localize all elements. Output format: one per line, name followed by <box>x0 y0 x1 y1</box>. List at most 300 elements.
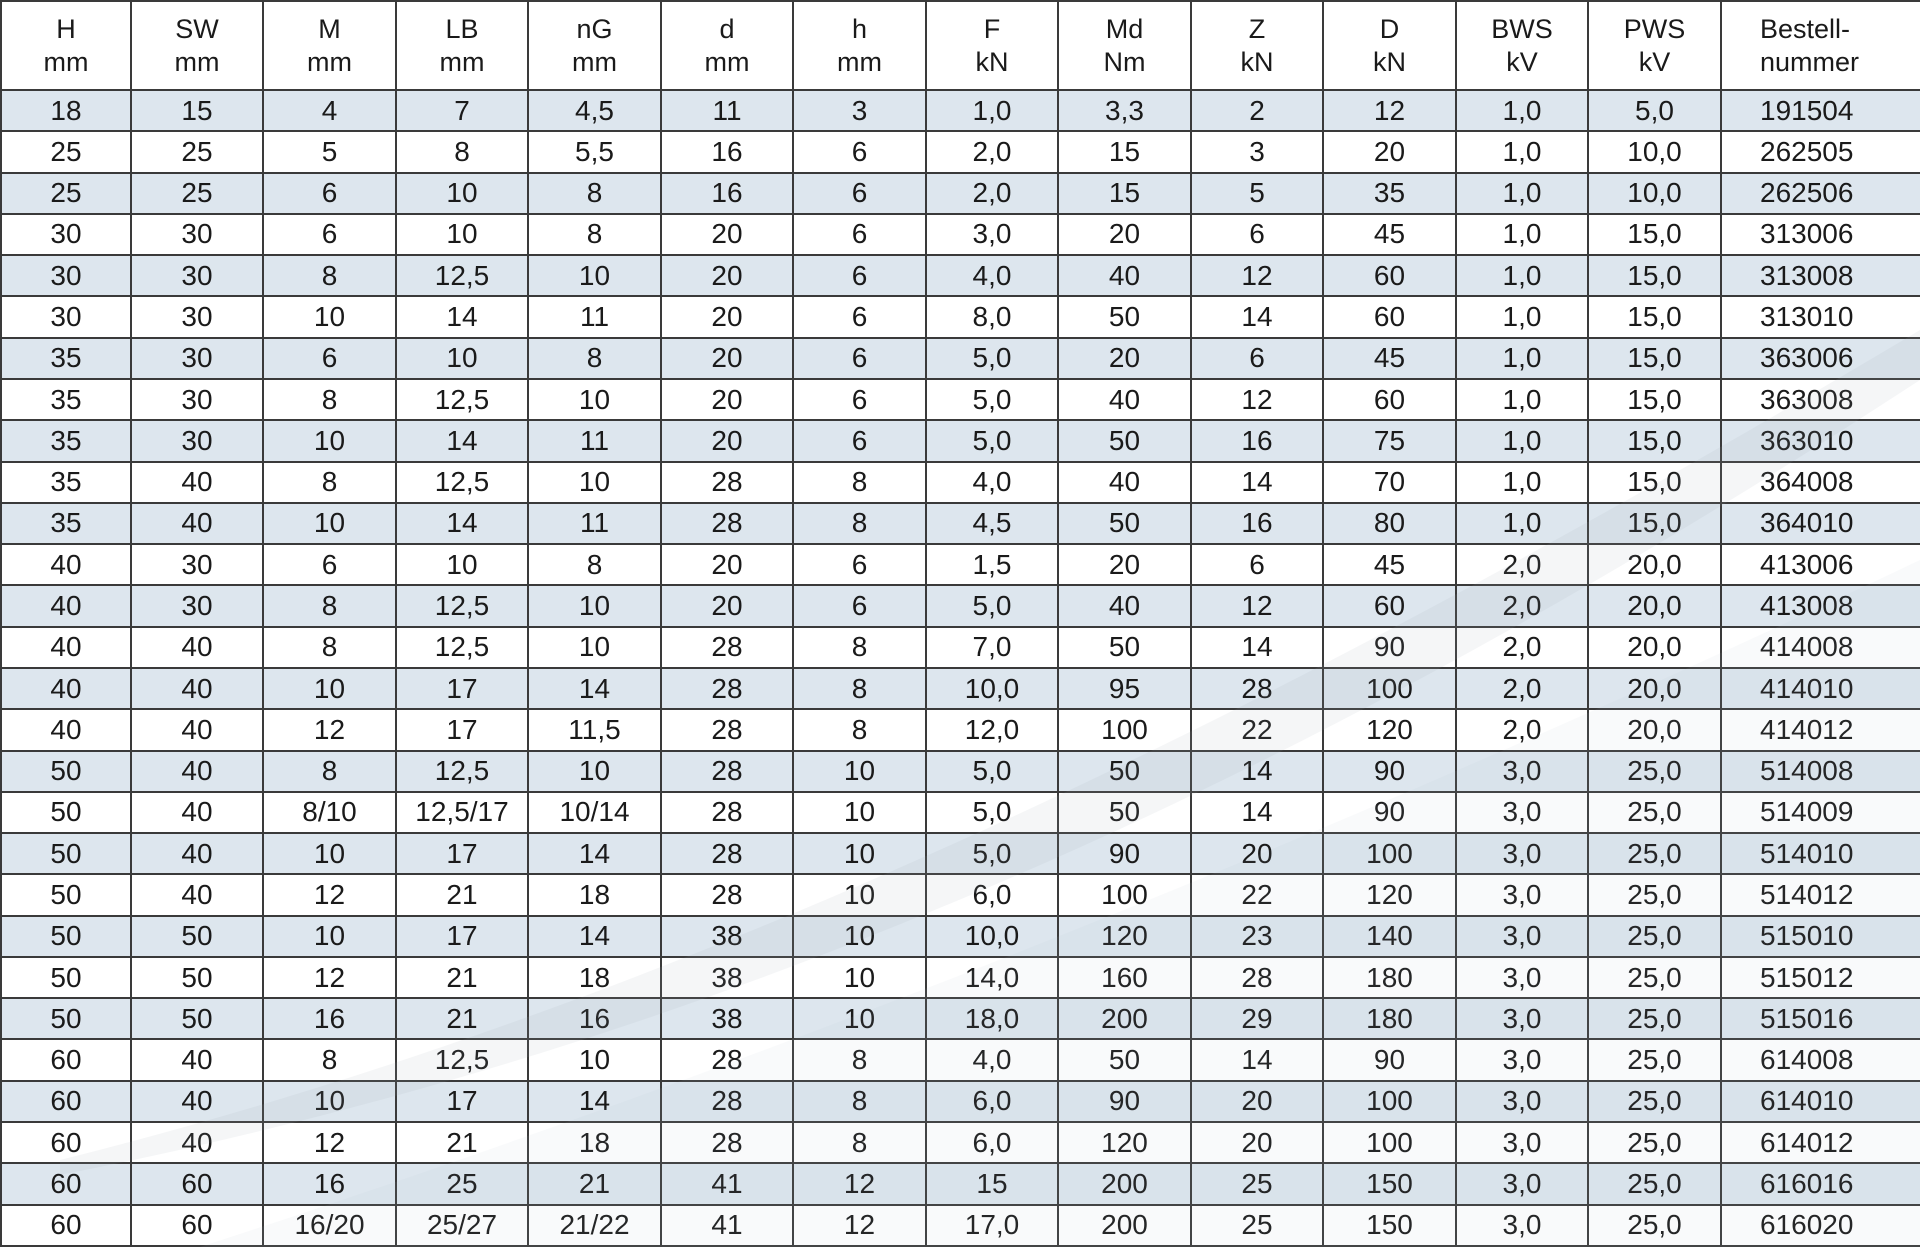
table-row <box>1 338 1920 379</box>
table-row <box>1 1081 1920 1122</box>
table-cell: 5,0 <box>926 379 1058 420</box>
column-header <box>528 1 661 90</box>
table-cell: 20 <box>1058 338 1191 379</box>
table-cell: 40 <box>1058 585 1191 626</box>
column-header <box>1 1 131 90</box>
table-cell: 40 <box>131 709 263 750</box>
table-cell: 25,0 <box>1588 916 1721 957</box>
column-header <box>793 1 926 90</box>
table-cell: 1,0 <box>926 90 1058 131</box>
table-cell: 8 <box>263 627 396 668</box>
table-cell: 28 <box>661 751 793 792</box>
table-cell: 40 <box>131 462 263 503</box>
table-cell: 12,5 <box>396 379 528 420</box>
table-cell: 45 <box>1323 544 1456 585</box>
table-cell: 7,0 <box>926 627 1058 668</box>
table-row <box>1 1163 1920 1204</box>
table-cell: 5,0 <box>926 792 1058 833</box>
table-cell: 12,5 <box>396 751 528 792</box>
table-row <box>1 709 1920 750</box>
column-header-unit: mm <box>439 46 485 77</box>
table-cell: 100 <box>1058 709 1191 750</box>
column-header-unit: mm <box>572 46 617 77</box>
table-cell: 35 <box>1 420 131 461</box>
table-cell: 6 <box>1191 544 1323 585</box>
table-row <box>1 296 1920 337</box>
table-cell: 6 <box>793 379 926 420</box>
table-cell: 12 <box>793 1205 926 1246</box>
table-row <box>1 131 1920 172</box>
table-cell: 40 <box>131 792 263 833</box>
table-cell: 10 <box>793 998 926 1039</box>
table-cell: 50 <box>1 957 131 998</box>
table-cell: 150 <box>1323 1205 1456 1246</box>
table-cell: 8 <box>528 338 661 379</box>
table-cell: 3,0 <box>1456 833 1588 874</box>
table-row <box>1 1205 1920 1246</box>
table-cell: 35 <box>1 503 131 544</box>
table-cell: 90 <box>1323 627 1456 668</box>
table-cell: 12,5/17 <box>396 792 528 833</box>
column-header <box>926 1 1058 90</box>
table-row <box>1 792 1920 833</box>
table-row <box>1 173 1920 214</box>
table-cell: 313006 <box>1721 214 1920 255</box>
table-cell: 10 <box>528 255 661 296</box>
table-cell: 20 <box>661 544 793 585</box>
table-cell: 16 <box>1191 420 1323 461</box>
table-cell: 40 <box>131 668 263 709</box>
table-header <box>1 1 1920 90</box>
table-cell: 6 <box>1191 214 1323 255</box>
table-cell: 15,0 <box>1588 379 1721 420</box>
table-cell: 12 <box>1191 255 1323 296</box>
table-cell: 5,0 <box>926 585 1058 626</box>
table-cell: 50 <box>131 916 263 957</box>
table-cell: 8 <box>793 668 926 709</box>
table-cell: 1,0 <box>1456 420 1588 461</box>
table-cell: 17 <box>396 709 528 750</box>
column-header-name: Z <box>1248 13 1266 44</box>
table-cell: 1,5 <box>926 544 1058 585</box>
table-cell: 29 <box>1191 998 1323 1039</box>
table-cell: 90 <box>1323 1039 1456 1080</box>
table-cell: 12,5 <box>396 585 528 626</box>
table-cell: 70 <box>1323 462 1456 503</box>
table-cell: 15 <box>1058 131 1191 172</box>
table-cell: 21 <box>396 1122 528 1163</box>
table-cell: 35 <box>1 462 131 503</box>
table-cell: 25 <box>1191 1205 1323 1246</box>
table-cell: 20,0 <box>1588 668 1721 709</box>
table-cell: 3,0 <box>1456 751 1588 792</box>
table-cell: 3,0 <box>1456 1163 1588 1204</box>
table-cell: 16 <box>263 998 396 1039</box>
table-cell: 25 <box>131 173 263 214</box>
table-row <box>1 379 1920 420</box>
table-cell: 10 <box>528 627 661 668</box>
table-cell: 38 <box>661 916 793 957</box>
table-cell: 10 <box>793 833 926 874</box>
table-cell: 2,0 <box>1456 709 1588 750</box>
table-cell: 15,0 <box>1588 214 1721 255</box>
table-row <box>1 90 1920 131</box>
column-header-unit: mm <box>43 46 89 77</box>
table-cell: 5,0 <box>926 751 1058 792</box>
table-cell: 413006 <box>1721 544 1920 585</box>
table-cell: 6 <box>1191 338 1323 379</box>
table-cell: 50 <box>1058 792 1191 833</box>
table-cell: 363008 <box>1721 379 1920 420</box>
table-row <box>1 1122 1920 1163</box>
table-cell: 25,0 <box>1588 998 1721 1039</box>
table-cell: 40 <box>131 751 263 792</box>
table-cell: 10,0 <box>1588 131 1721 172</box>
table-cell: 28 <box>661 1081 793 1122</box>
table-cell: 3,0 <box>1456 1081 1588 1122</box>
table-cell: 515012 <box>1721 957 1920 998</box>
table-cell: 8 <box>528 544 661 585</box>
table-cell: 15 <box>131 90 263 131</box>
table-cell: 8 <box>263 1039 396 1080</box>
column-header-name: Bestell- <box>1760 13 1851 44</box>
table-cell: 60 <box>1 1122 131 1163</box>
table-cell: 14 <box>396 503 528 544</box>
table-cell: 14 <box>396 296 528 337</box>
table-cell: 514010 <box>1721 833 1920 874</box>
table-cell: 20 <box>661 255 793 296</box>
table-cell: 60 <box>1323 585 1456 626</box>
column-header <box>263 1 396 90</box>
table-cell: 25,0 <box>1588 1039 1721 1080</box>
table-cell: 6 <box>793 173 926 214</box>
table-cell: 30 <box>131 585 263 626</box>
table-cell: 4,5 <box>528 90 661 131</box>
table-cell: 60 <box>1 1081 131 1122</box>
table-cell: 30 <box>131 214 263 255</box>
table-cell: 6 <box>793 296 926 337</box>
table-cell: 60 <box>1 1205 131 1246</box>
table-cell: 100 <box>1323 668 1456 709</box>
table-cell: 1,0 <box>1456 90 1588 131</box>
table-cell: 5,5 <box>528 131 661 172</box>
table-cell: 15,0 <box>1588 296 1721 337</box>
table-cell: 514009 <box>1721 792 1920 833</box>
table-cell: 4,0 <box>926 462 1058 503</box>
table-cell: 1,0 <box>1456 173 1588 214</box>
table-cell: 40 <box>131 1081 263 1122</box>
column-header <box>1721 1 1920 90</box>
table-cell: 20 <box>1058 214 1191 255</box>
table-cell: 20 <box>661 338 793 379</box>
table-cell: 120 <box>1058 916 1191 957</box>
table-cell: 14 <box>396 420 528 461</box>
table-cell: 35 <box>1 379 131 420</box>
column-header-unit: mm <box>704 46 750 77</box>
table-cell: 200 <box>1058 1163 1191 1204</box>
table-cell: 40 <box>1 544 131 585</box>
column-header <box>1058 1 1191 90</box>
table-cell: 20 <box>661 420 793 461</box>
table-cell: 15,0 <box>1588 462 1721 503</box>
table-cell: 20,0 <box>1588 544 1721 585</box>
table-cell: 10 <box>793 957 926 998</box>
table-row <box>1 751 1920 792</box>
table-cell: 90 <box>1058 1081 1191 1122</box>
table-cell: 514012 <box>1721 874 1920 915</box>
table-cell: 40 <box>1058 255 1191 296</box>
column-header-name: F <box>983 13 1001 44</box>
table-row <box>1 957 1920 998</box>
table-cell: 21 <box>396 998 528 1039</box>
table-cell: 38 <box>661 957 793 998</box>
table-cell: 40 <box>131 1122 263 1163</box>
table-cell: 75 <box>1323 420 1456 461</box>
table-cell: 2,0 <box>1456 585 1588 626</box>
table-cell: 50 <box>1058 751 1191 792</box>
table-cell: 6,0 <box>926 1122 1058 1163</box>
table-cell: 17 <box>396 668 528 709</box>
table-cell: 8 <box>263 751 396 792</box>
table-cell: 8,0 <box>926 296 1058 337</box>
column-header-unit: nummer <box>1760 46 1860 77</box>
table-cell: 50 <box>1 874 131 915</box>
table-cell: 614008 <box>1721 1039 1920 1080</box>
table-cell: 1,0 <box>1456 503 1588 544</box>
table-cell: 8 <box>528 173 661 214</box>
table-cell: 12,5 <box>396 255 528 296</box>
table-cell: 10 <box>396 214 528 255</box>
column-header <box>661 1 793 90</box>
table-cell: 16 <box>1191 503 1323 544</box>
table-cell: 16 <box>528 998 661 1039</box>
table-cell: 20 <box>1323 131 1456 172</box>
table-cell: 12 <box>1191 379 1323 420</box>
table-cell: 14 <box>1191 751 1323 792</box>
table-cell: 28 <box>661 792 793 833</box>
table-cell: 12 <box>263 957 396 998</box>
table-cell: 40 <box>1058 462 1191 503</box>
table-cell: 12 <box>1191 585 1323 626</box>
table-cell: 120 <box>1058 1122 1191 1163</box>
table-cell: 4 <box>263 90 396 131</box>
table-cell: 41 <box>661 1205 793 1246</box>
table-cell: 160 <box>1058 957 1191 998</box>
table-cell: 28 <box>661 503 793 544</box>
table-cell: 41 <box>661 1163 793 1204</box>
table-cell: 30 <box>131 379 263 420</box>
table-cell: 50 <box>1058 296 1191 337</box>
table-cell: 12 <box>263 709 396 750</box>
table-cell: 25 <box>1 173 131 214</box>
table-cell: 28 <box>661 833 793 874</box>
table-cell: 10 <box>396 173 528 214</box>
table-cell: 14 <box>528 1081 661 1122</box>
table-cell: 28 <box>661 1122 793 1163</box>
table-cell: 7 <box>396 90 528 131</box>
table-cell: 10 <box>793 916 926 957</box>
table-cell: 17 <box>396 833 528 874</box>
table-cell: 40 <box>131 1039 263 1080</box>
column-header <box>131 1 263 90</box>
table-cell: 12,5 <box>396 462 528 503</box>
table-cell: 10/14 <box>528 792 661 833</box>
table-cell: 40 <box>1 668 131 709</box>
table-cell: 4,0 <box>926 255 1058 296</box>
table-cell: 363006 <box>1721 338 1920 379</box>
table-cell: 5 <box>1191 173 1323 214</box>
table-cell: 8 <box>263 462 396 503</box>
table-cell: 22 <box>1191 709 1323 750</box>
table-cell: 15,0 <box>1588 503 1721 544</box>
table-cell: 20 <box>1058 544 1191 585</box>
table-cell: 3 <box>1191 131 1323 172</box>
table-cell: 8 <box>793 709 926 750</box>
table-cell: 614012 <box>1721 1122 1920 1163</box>
table-cell: 2,0 <box>1456 627 1588 668</box>
table-cell: 5,0 <box>926 338 1058 379</box>
table-cell: 515016 <box>1721 998 1920 1039</box>
table-cell: 40 <box>131 874 263 915</box>
column-header-name: PWS <box>1623 13 1686 44</box>
table-cell: 95 <box>1058 668 1191 709</box>
table-cell: 414008 <box>1721 627 1920 668</box>
table-cell: 3,0 <box>1456 998 1588 1039</box>
table-cell: 3,0 <box>1456 916 1588 957</box>
table-cell: 60 <box>1323 296 1456 337</box>
table-cell: 6 <box>263 544 396 585</box>
table-cell: 28 <box>661 709 793 750</box>
table-cell: 10 <box>528 462 661 503</box>
table-cell: 28 <box>661 874 793 915</box>
table-cell: 16 <box>263 1163 396 1204</box>
table-cell: 11 <box>528 503 661 544</box>
table-cell: 20 <box>1191 1122 1323 1163</box>
header-row <box>1 1 1920 90</box>
table-cell: 90 <box>1323 751 1456 792</box>
table-cell: 515010 <box>1721 916 1920 957</box>
table-cell: 14 <box>1191 792 1323 833</box>
table-cell: 14 <box>1191 462 1323 503</box>
table-cell: 1,0 <box>1456 255 1588 296</box>
table-cell: 20 <box>661 214 793 255</box>
table-cell: 5,0 <box>926 420 1058 461</box>
table-cell: 25,0 <box>1588 1163 1721 1204</box>
table-cell: 10 <box>528 379 661 420</box>
table-row <box>1 214 1920 255</box>
table-row <box>1 833 1920 874</box>
table-cell: 12 <box>263 1122 396 1163</box>
table-cell: 25,0 <box>1588 1122 1721 1163</box>
table-cell: 21 <box>528 1163 661 1204</box>
table-cell: 150 <box>1323 1163 1456 1204</box>
table-cell: 414010 <box>1721 668 1920 709</box>
table-cell: 15,0 <box>1588 420 1721 461</box>
table-cell: 30 <box>131 544 263 585</box>
table-cell: 414012 <box>1721 709 1920 750</box>
table-row <box>1 503 1920 544</box>
table-cell: 11 <box>528 296 661 337</box>
column-header-unit: kN <box>975 46 1009 77</box>
table-cell: 191504 <box>1721 90 1920 131</box>
table-cell: 8 <box>263 255 396 296</box>
table-cell: 5,0 <box>926 833 1058 874</box>
table-cell: 50 <box>1 751 131 792</box>
table-cell: 200 <box>1058 998 1191 1039</box>
table-row <box>1 544 1920 585</box>
table-cell: 28 <box>661 668 793 709</box>
table-cell: 10 <box>793 751 926 792</box>
table-cell: 30 <box>1 214 131 255</box>
table-cell: 10 <box>528 1039 661 1080</box>
table-cell: 14 <box>528 668 661 709</box>
table-cell: 60 <box>1 1163 131 1204</box>
table-cell: 30 <box>1 296 131 337</box>
table-cell: 120 <box>1323 709 1456 750</box>
table-cell: 3,3 <box>1058 90 1191 131</box>
table-cell: 20 <box>661 296 793 337</box>
table-cell: 1,0 <box>1456 131 1588 172</box>
table-cell: 28 <box>661 462 793 503</box>
table-cell: 10 <box>263 1081 396 1122</box>
table-cell: 8 <box>793 503 926 544</box>
table-body <box>1 90 1920 1246</box>
table-row <box>1 916 1920 957</box>
table-cell: 12,5 <box>396 627 528 668</box>
table-cell: 40 <box>1 709 131 750</box>
table-cell: 6 <box>793 585 926 626</box>
table-cell: 17 <box>396 916 528 957</box>
table-cell: 60 <box>131 1205 263 1246</box>
table-cell: 120 <box>1323 874 1456 915</box>
column-header-unit: mm <box>837 46 882 77</box>
column-header <box>1191 1 1323 90</box>
table-cell: 25 <box>396 1163 528 1204</box>
table-cell: 262505 <box>1721 131 1920 172</box>
table-cell: 12,5 <box>396 1039 528 1080</box>
table-cell: 50 <box>1058 420 1191 461</box>
table-cell: 364008 <box>1721 462 1920 503</box>
table-cell: 6 <box>263 173 396 214</box>
table-cell: 8 <box>263 379 396 420</box>
column-header <box>396 1 528 90</box>
table-cell: 3,0 <box>1456 792 1588 833</box>
table-cell: 25/27 <box>396 1205 528 1246</box>
table-cell: 10 <box>263 296 396 337</box>
table-cell: 8 <box>793 1039 926 1080</box>
table-cell: 1,0 <box>1456 338 1588 379</box>
table-cell: 30 <box>131 255 263 296</box>
column-header-name: M <box>318 13 341 44</box>
table-cell: 1,0 <box>1456 379 1588 420</box>
column-header-unit: kV <box>1506 46 1538 77</box>
table-cell: 1,0 <box>1456 214 1588 255</box>
table-cell: 313010 <box>1721 296 1920 337</box>
table-cell: 50 <box>1 998 131 1039</box>
table-cell: 50 <box>1058 1039 1191 1080</box>
table-cell: 12 <box>793 1163 926 1204</box>
table-cell: 25 <box>1191 1163 1323 1204</box>
table-row <box>1 627 1920 668</box>
table-cell: 140 <box>1323 916 1456 957</box>
table-cell: 25,0 <box>1588 751 1721 792</box>
table-cell: 40 <box>1 585 131 626</box>
table-cell: 21 <box>396 874 528 915</box>
table-cell: 14 <box>528 833 661 874</box>
table-cell: 8 <box>793 627 926 668</box>
table-cell: 3,0 <box>1456 1122 1588 1163</box>
table-cell: 413008 <box>1721 585 1920 626</box>
